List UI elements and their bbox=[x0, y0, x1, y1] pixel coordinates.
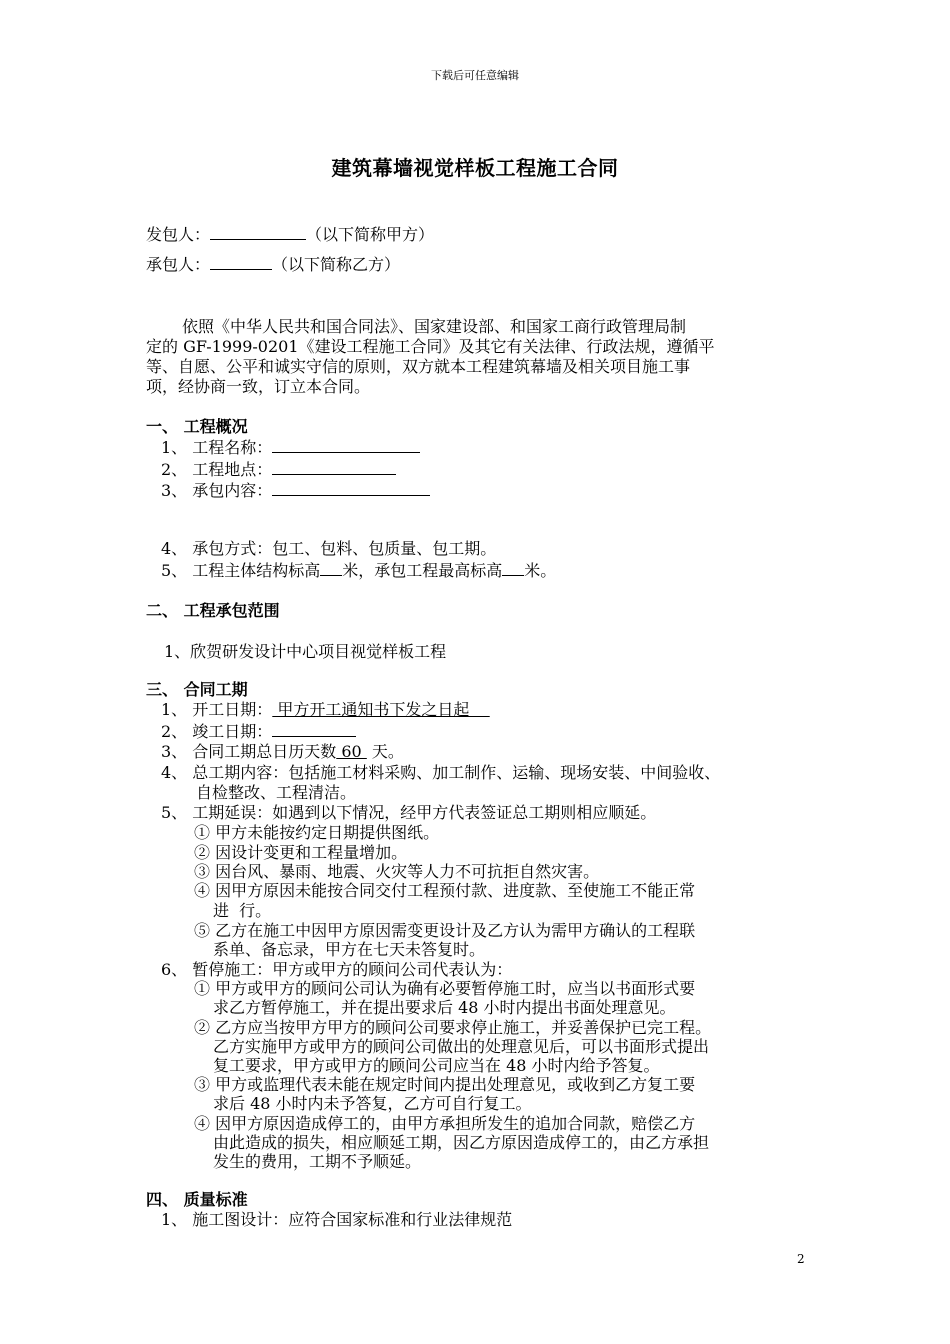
sub-item-cont: 复工要求，甲方或甲方的顾问公司应当在 48 小时内给予答复。 bbox=[213, 1056, 660, 1075]
list-item bbox=[161, 437, 420, 458]
list-item: 5、 工期延误：如遇到以下情况，经甲方代表签证总工期则相应顺延。 bbox=[161, 803, 657, 822]
list-item: 1、欣贺研发设计中心项目视觉样板工程 bbox=[164, 642, 447, 661]
duration-days-value: 60 bbox=[336, 742, 367, 761]
sub-item-cont: 乙方实施甲方或甲方的顾问公司做出的处理意见后，可以书面形式提出 bbox=[213, 1037, 710, 1056]
sub-item: ① 甲方或甲方的顾问公司认为确有必要暂停施工时，应当以书面形式要 bbox=[194, 979, 696, 998]
contractor-blank bbox=[210, 254, 272, 270]
elevation-blank bbox=[320, 560, 342, 576]
contract-content-blank bbox=[272, 480, 430, 496]
document-title: 建筑幕墙视觉样板工程施工合同 bbox=[331, 156, 619, 180]
section-heading: 三、 合同工期 bbox=[146, 680, 248, 699]
project-location-blank bbox=[272, 459, 396, 475]
completion-date-blank bbox=[272, 721, 356, 737]
sub-item-cont: 系单、备忘录，甲方在七天未答复时。 bbox=[213, 940, 486, 959]
preamble-line: 定的 GF-1999-0201《建设工程施工合同》及其它有关法律、行政法规，遵循平 bbox=[146, 337, 715, 356]
sub-item-cont: 进 行。 bbox=[213, 901, 272, 920]
employer-note: （以下简称甲方） bbox=[306, 225, 435, 244]
section-heading: 四、 质量标准 bbox=[146, 1190, 248, 1209]
preamble-line: 等、自愿、公平和诚实守信的原则，双方就本工程建筑幕墙及相关项目施工事 bbox=[146, 357, 691, 376]
item-label: 2、 竣工日期： bbox=[161, 722, 273, 741]
list-item bbox=[161, 480, 430, 501]
sub-item: ③ 甲方或监理代表未能在规定时间内提出处理意见，或收到乙方复工要 bbox=[194, 1075, 696, 1094]
item-label: 2、 工程地点： bbox=[161, 460, 273, 479]
list-item bbox=[161, 700, 490, 720]
item-label: 3、 承包内容： bbox=[161, 481, 273, 500]
list-item: 4、 总工期内容：包括施工材料采购、加工制作、运输、现场安装、中间验收、 bbox=[161, 763, 721, 782]
item-label: 5、 工程主体结构标高 bbox=[161, 561, 321, 580]
item-text: 天。 bbox=[366, 742, 404, 761]
sub-item: ③ 因台风、暴雨、地震、火灾等人力不可抗拒自然灾害。 bbox=[194, 862, 600, 881]
sub-item-cont: 由此造成的损失，相应顺延工期，因乙方原因造成停工的，由乙方承担 bbox=[213, 1133, 710, 1152]
preamble-line: 项，经协商一致，订立本合同。 bbox=[146, 377, 371, 396]
item-label: 1、 开工日期： bbox=[161, 700, 273, 719]
item-text: 米，承包工程最高标高 bbox=[342, 561, 503, 580]
sub-item: ④ 因甲方原因未能按合同交付工程预付款、进度款、至使施工不能正常 bbox=[194, 881, 696, 900]
item-text: 米。 bbox=[524, 561, 557, 580]
list-item: 6、 暂停施工：甲方或甲方的顾问公司代表认为： bbox=[161, 960, 513, 979]
sub-item: ② 乙方应当按甲方甲方的顾问公司要求停止施工，并妥善保护已完工程。 bbox=[194, 1018, 712, 1037]
employer-line bbox=[146, 224, 434, 245]
list-item-cont: 自检整改、工程清洁。 bbox=[196, 783, 357, 802]
employer-blank bbox=[210, 224, 306, 240]
list-item: 1、 施工图设计：应符合国家标准和行业法律规范 bbox=[161, 1210, 513, 1229]
sub-item: ⑤ 乙方在施工中因甲方原因需变更设计及乙方认为需甲方确认的工程联 bbox=[194, 921, 696, 940]
sub-item-cont: 求乙方暂停施工，并在提出要求后 48 小时内提出书面处理意见。 bbox=[213, 998, 676, 1017]
item-label: 1、 工程名称： bbox=[161, 438, 273, 457]
list-item bbox=[161, 560, 556, 581]
item-label: 3、 合同工期总日历天数 bbox=[161, 742, 337, 761]
contractor-label: 承包人： bbox=[146, 255, 211, 274]
sub-item: ① 甲方未能按约定日期提供图纸。 bbox=[194, 823, 440, 842]
contractor-line bbox=[146, 254, 400, 275]
page-header: 下载后可任意编辑 bbox=[431, 69, 519, 82]
list-item bbox=[161, 459, 396, 480]
list-item: 4、 承包方式：包工、包料、包质量、包工期。 bbox=[161, 539, 497, 558]
page-number: 2 bbox=[797, 1252, 805, 1266]
contractor-note: （以下简称乙方） bbox=[272, 255, 401, 274]
sub-item: ② 因设计变更和工程量增加。 bbox=[194, 843, 408, 862]
list-item bbox=[161, 721, 356, 742]
sub-item: ④ 因甲方原因造成停工的，由甲方承担所发生的追加合同款，赔偿乙方 bbox=[194, 1114, 696, 1133]
max-elevation-blank bbox=[502, 560, 524, 576]
section-heading: 二、 工程承包范围 bbox=[146, 601, 280, 620]
sub-item-cont: 求后 48 小时内未予答复，乙方可自行复工。 bbox=[213, 1094, 532, 1113]
employer-label: 发包人： bbox=[146, 225, 211, 244]
section-heading: 一、 工程概况 bbox=[146, 417, 248, 436]
start-date-value: 甲方开工通知书下发之日起 bbox=[272, 700, 490, 719]
list-item bbox=[161, 742, 404, 762]
project-name-blank bbox=[272, 437, 420, 453]
sub-item-cont: 发生的费用，工期不予顺延。 bbox=[213, 1152, 422, 1171]
preamble-line: 依照《中华人民共和国合同法》、国家建设部、和国家工商行政管理局制 bbox=[182, 317, 687, 336]
